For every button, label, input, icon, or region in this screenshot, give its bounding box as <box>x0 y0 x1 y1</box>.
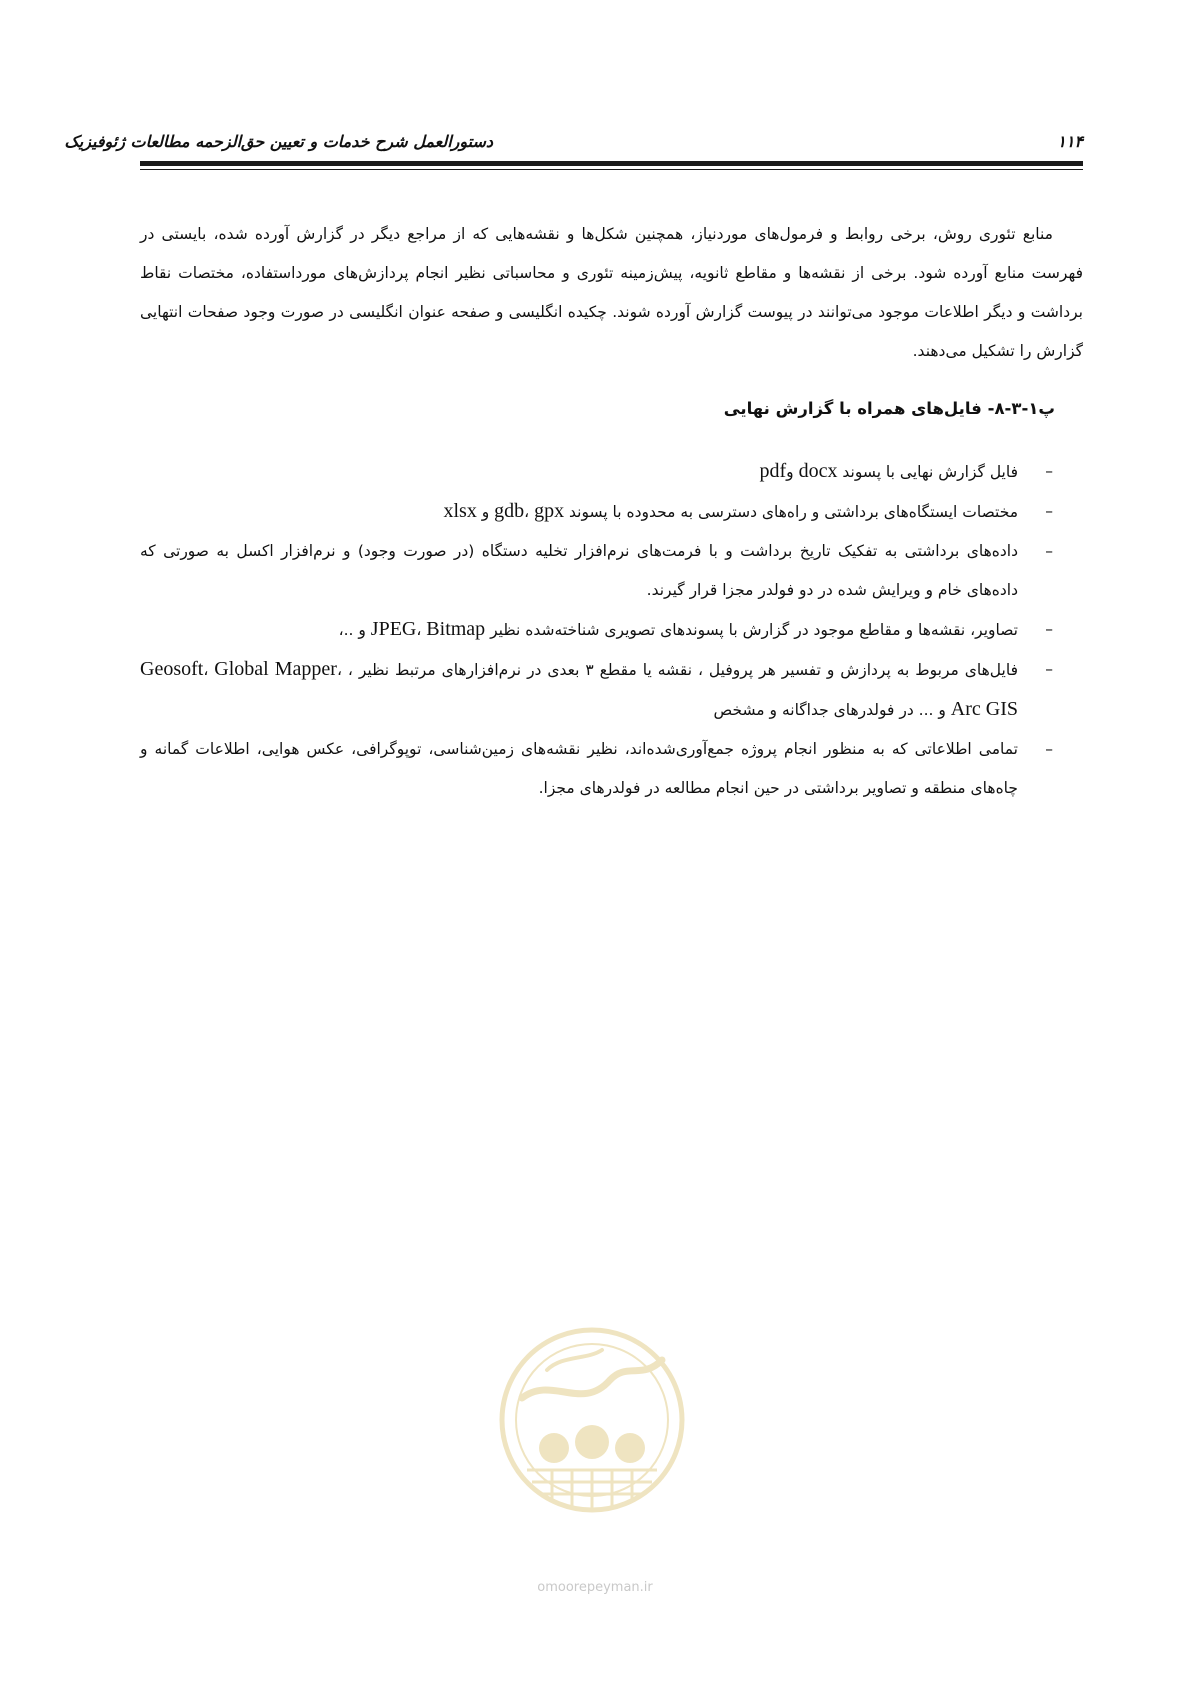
page-header <box>64 128 1083 162</box>
list-item <box>140 452 1083 492</box>
watermark-gear-left <box>539 1433 569 1463</box>
list-item-text: و <box>476 503 495 521</box>
list-item: – تمامی اطلاعاتی که به منظور انجام پروژه جمع‌آوری‌شده‌اند، نظیر نقشه‌های زمین‌شناسی، توپوگرافی، عکس هوایی، اطلاعات گمانه و چاه‌های منطقه و تصاویر برداشتی در حین انجام مطالعه در فولدرهای مجزا. <box>140 730 1083 808</box>
watermark-url: omoorepeyman.ir <box>537 1580 653 1595</box>
ext-pdf: pdf <box>759 460 787 482</box>
list-item-text: ، <box>203 661 215 679</box>
watermark-gear-right <box>615 1433 645 1463</box>
list-item: – داده‌های برداشتی به تفکیک تاریخ برداشت و با فرمت‌های نرم‌افزار تخلیه دستگاه (در صورت وجود) و نرم‌افزار اکسل به صورتی که داده‌های خام و ویرایش شده در دو فولدر مجزا قرار گیرند. <box>140 532 1083 610</box>
ext-bitmap: Bitmap <box>426 618 486 640</box>
page-number: ۱۱۴ <box>1057 132 1083 151</box>
attachments-list <box>140 452 1083 808</box>
ext-gpx: gpx <box>534 500 565 522</box>
watermark-script-stroke <box>522 1360 662 1398</box>
ext-xlsx: xlsx <box>443 500 477 522</box>
list-item-text: فایل‌های مربوط به پردازش و تفسیر هر پروفیل ، نقشه یا مقطع ۳ بعدی در نرم‌افزارهای مرتبط نظیر ، <box>341 661 1018 679</box>
list-item <box>140 610 1083 650</box>
section-heading: پ۱-۳-۸- فایل‌های همراه با گزارش نهایی <box>723 399 1055 418</box>
page-content <box>140 215 1083 808</box>
intro-paragraph: منابع تئوری روش، برخی روابط و فرمول‌های موردنیاز، همچنین شکل‌ها و نقشه‌هایی که از مراجع دیگر در گزارش آورده شده، بایستی در فهرست منابع آورده شود. برخی از نقشه‌ها و مقاطع ثانویه، پیش‌زمینه تئوری و محاسباتی نظیر انجام پردازش‌های مورداستفاده، مختصات نقاط برداشت و دیگر اطلاعات موجود می‌توانند در پیوست گزارش آورده شوند. چکیده انگلیسی و صفحه عنوان انگلیسی در صورت وجود صفحات انتهایی گزارش را تشکیل می‌دهند. <box>140 225 1083 360</box>
ext-gdb: gdb <box>494 500 525 522</box>
list-item-text: و ... در فولدرهای جداگانه و مشخص <box>713 701 951 719</box>
software-geosoft: Geosoft <box>140 658 204 680</box>
list-item-text: ، <box>336 661 342 679</box>
header-rule-thick <box>140 161 1083 166</box>
list-item <box>140 492 1083 532</box>
header-rule-thin <box>140 169 1083 170</box>
header-title: دستورالعمل شرح خدمات و تعیین حق‌الزحمه مطالعات ژئوفیزیک <box>64 132 493 151</box>
watermark-logo-icon <box>492 1320 692 1590</box>
list-item-text: ، <box>524 503 535 521</box>
list-item-text: و ..، <box>338 621 371 639</box>
ext-docx: docx <box>798 460 838 482</box>
list-item-text: مختصات ایستگاه‌های برداشتی و راه‌های دسترسی به محدوده با پسوند <box>564 503 1018 521</box>
list-item-text: و <box>786 463 799 481</box>
list-item-text: فایل گزارش نهایی با پسوند <box>837 463 1018 481</box>
watermark-gear-center <box>575 1425 609 1459</box>
list-item-text: ، <box>416 621 427 639</box>
software-global-mapper: Global Mapper <box>214 658 337 680</box>
list-item-text: تصاویر، نقشه‌ها و مقاطع موجود در گزارش با پسوندهای تصویری شناخته‌شده نظیر <box>485 621 1018 639</box>
list-item <box>140 650 1083 730</box>
software-arcgis: Arc GIS <box>950 698 1018 720</box>
ext-jpeg: JPEG <box>370 618 417 640</box>
